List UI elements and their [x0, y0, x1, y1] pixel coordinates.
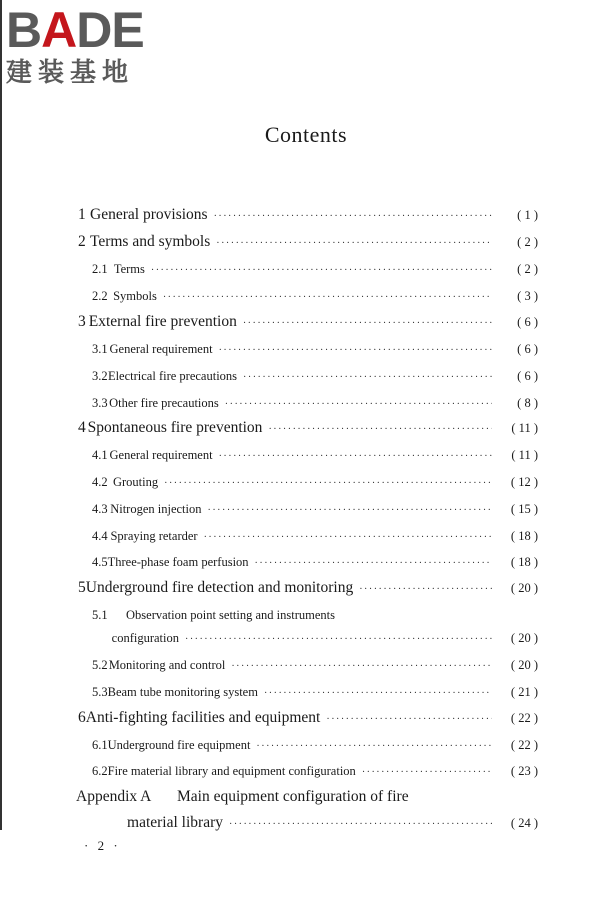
toc-entry-4-4[interactable]: 4.4 Spraying retarder ····· ( 18 ) [78, 529, 538, 544]
toc-entry-3-2[interactable]: 3.2 Electrical fire precautions ····· ( 6 ) [78, 369, 538, 384]
toc-entry-4-1[interactable]: 4.1 General requirement ····· ( 11 ) [78, 448, 538, 463]
toc-entry-5[interactable]: 5 Underground fire detection and monitoring ····· ( 20 ) [78, 579, 538, 597]
page-title: Contents [264, 122, 348, 147]
toc-entry-1[interactable]: 1 General provisions ····· ( 1 ) [78, 206, 538, 224]
toc-entry-5-3[interactable]: 5.3 Beam tube monitoring system ····· ( 21 ) [78, 685, 538, 700]
toc-entry-5-1-line2[interactable]: configuration ····· ( 20 ) [78, 631, 538, 646]
logo-chinese-text: 建装基地 [6, 58, 135, 88]
toc-entry-2-2[interactable]: 2.2 Symbols ····· ( 3 ) [78, 289, 538, 304]
toc-entry-6[interactable]: 6 Anti-fighting facilities and equipment ····· ( 22 ) [78, 709, 538, 727]
toc-entry-5-2[interactable]: 5.2 Monitoring and control ····· ( 20 ) [78, 658, 538, 673]
toc-entry-5-1-line1[interactable]: 5.1 Observation point setting and instruments [92, 608, 336, 622]
page-number: · 2 · [84, 838, 121, 853]
toc-entry-2[interactable]: 2 Terms and symbols ····· ( 2 ) [78, 233, 538, 251]
toc-entry-3[interactable]: 3 External fire prevention ····· ( 6 ) [78, 313, 538, 331]
toc-entry-3-1[interactable]: 3.1 General requirement ····· ( 6 ) [78, 342, 538, 357]
toc-entry-4-5[interactable]: 4.5 Three-phase foam perfusion ····· ( 18 ) [78, 555, 538, 570]
toc-entry-6-1[interactable]: 6.1 Underground fire equipment ····· ( 22 ) [78, 738, 538, 753]
logo [6, 4, 176, 88]
toc-entry-2-1[interactable]: 2.1 Terms ····· ( 2 ) [78, 262, 538, 277]
toc-entry-appendix-a-line2[interactable]: material library ····· ( 24 ) [78, 814, 538, 832]
toc-entry-4-2[interactable]: 4.2 Grouting ····· ( 12 ) [78, 475, 538, 490]
toc-entry-3-3[interactable]: 3.3 Other fire precautions ····· ( 8 ) [78, 396, 538, 411]
toc-entry-4[interactable]: 4 Spontaneous fire prevention ····· ( 11 ) [78, 419, 538, 437]
logo-wordmark: BADE [6, 2, 144, 58]
toc-entry-4-3[interactable]: 4.3 Nitrogen injection ····· ( 15 ) [78, 502, 538, 517]
toc-entry-6-2[interactable]: 6.2 Fire material library and equipment configuration ····· ( 23 ) [78, 764, 538, 779]
toc-entry-appendix-a-line1[interactable]: Appendix A Main equipment configuration of fire [76, 788, 409, 805]
